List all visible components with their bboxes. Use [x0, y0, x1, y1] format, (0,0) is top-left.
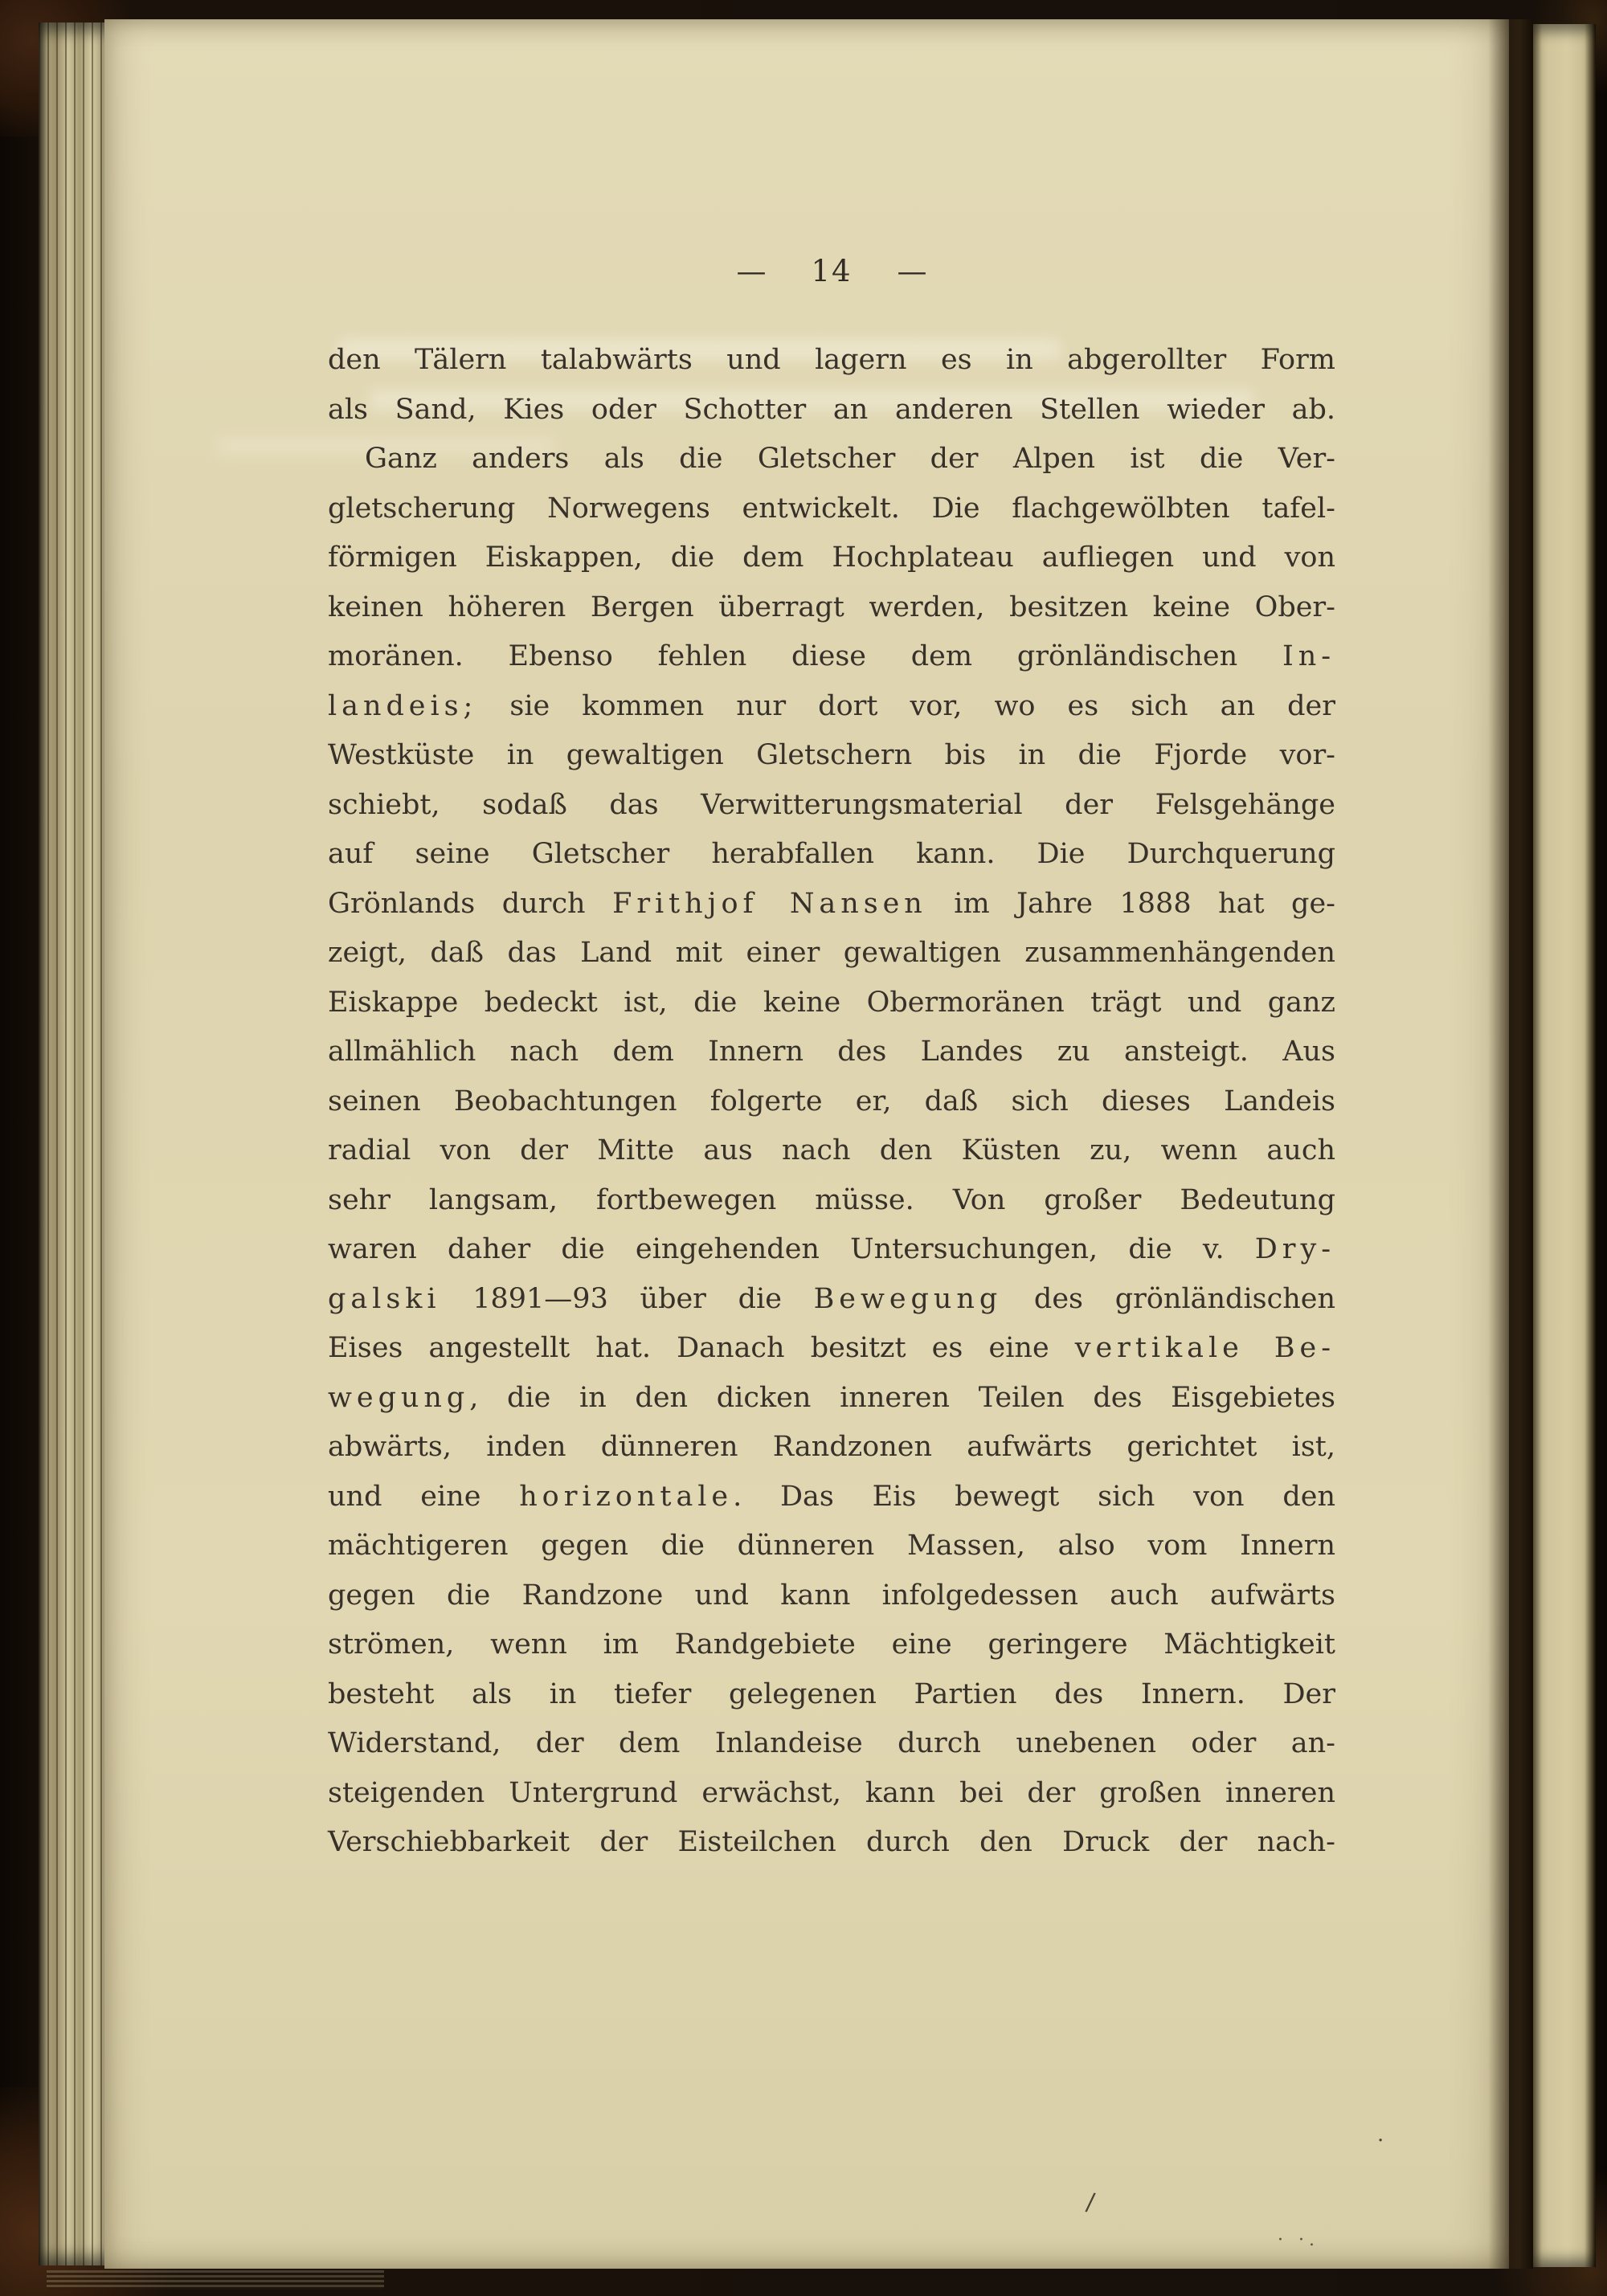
emphasized-text: In-: [1282, 640, 1335, 672]
text-line: [328, 830, 1335, 880]
text-line: [328, 1126, 1335, 1176]
text-line: [328, 583, 1335, 633]
text-segment: Westküste in gewaltigen Gletschern bis in die Fjorde vor-: [328, 739, 1335, 771]
text-line: [328, 1374, 1335, 1424]
text-segment: Eiskappe bedeckt ist, die keine Obermoränen trägt und ganz: [328, 986, 1335, 1019]
text-segment: 1891—93 über die: [440, 1282, 814, 1315]
text-segment: Grönlands durch: [328, 887, 613, 920]
text-segment: moränen. Ebenso fehlen diese dem grönländischen: [328, 640, 1282, 672]
text-segment: und eine: [328, 1480, 520, 1513]
text-line: [328, 1225, 1335, 1275]
text-segment: Verschiebbarkeit der Eisteilchen durch den Druck der nach-: [328, 1826, 1335, 1858]
text-segment: radial von der Mitte aus nach den Küsten zu, wenn auch: [328, 1134, 1335, 1166]
text-segment: als Sand, Kies oder Schotter an anderen Stellen wieder ab.: [328, 393, 1335, 426]
text-line: [328, 1769, 1335, 1819]
emphasized-text: vertikale Be-: [1074, 1332, 1335, 1364]
text-line: [328, 781, 1335, 831]
text-segment: schiebt, sodaß das Verwitterungsmaterial der Felsgehänge: [328, 788, 1335, 821]
text-line: [328, 1324, 1335, 1374]
text-line: [328, 336, 1335, 386]
page-edges-left: [39, 22, 109, 2265]
page-number: 14: [811, 254, 853, 288]
text-segment: steigenden Untergrund erwächst, kann bei der großen inneren: [328, 1776, 1335, 1809]
text-line: [328, 386, 1335, 435]
header-dash-left: —: [736, 254, 767, 288]
text-segment: . Das Eis bewegt sich von den: [733, 1480, 1335, 1513]
text-segment: besteht als in tiefer gelegenen Partien des Innern. Der: [328, 1677, 1335, 1710]
text-line: [328, 731, 1335, 781]
text-segment: abwärts, inden dünneren Randzonen aufwärts gerichtet ist,: [328, 1431, 1335, 1463]
text-line: [328, 1620, 1335, 1670]
page-header: [328, 254, 1335, 289]
text-segment: , die in den dicken inneren Teilen des Eisgebietes: [469, 1381, 1335, 1414]
text-segment: förmigen Eiskappen, die dem Hochplateau aufliegen und von: [328, 541, 1335, 574]
text-segment: sie kommen nur dort vor, wo es sich an der: [477, 689, 1335, 722]
text-line: [328, 1818, 1335, 1868]
emphasized-text: wegung: [328, 1381, 470, 1414]
text-segment: auf seine Gletscher herabfallen kann. Die Durchquerung: [328, 838, 1335, 870]
scan-artifact-dot: ·: [1377, 2129, 1384, 2153]
text-segment: mächtigeren gegen die dünneren Massen, also vom Innern: [328, 1530, 1335, 1562]
text-segment: im Jahre 1888 hat ge-: [926, 887, 1335, 920]
text-segment: zeigt, daß das Land mit einer gewaltigen zusammenhängenden: [328, 937, 1335, 969]
emphasized-text: Frithjof Nansen: [612, 887, 927, 920]
text-segment: gegen die Randzone und kann infolgedessen auch aufwärts: [328, 1579, 1335, 1612]
gutter-shadow: [1488, 19, 1533, 2269]
text-line: [328, 1077, 1335, 1127]
text-segment: seinen Beobachtungen folgerte er, daß sich dieses Landeis: [328, 1085, 1335, 1117]
text-segment: den Tälern talabwärts und lagern es in abgerollter Form: [328, 344, 1335, 376]
emphasized-text: landeis;: [328, 689, 478, 722]
text-line: [328, 632, 1335, 682]
text-segment: keinen höheren Bergen überragt werden, besitzen keine Ober-: [328, 590, 1335, 623]
text-segment: sehr langsam, fortbewegen müsse. Von großer Bedeutung: [328, 1183, 1335, 1216]
emphasized-text: horizontale: [519, 1480, 734, 1513]
text-line: [328, 1423, 1335, 1473]
text-segment: Widerstand, der dem Inlandeise durch unebenen oder an-: [328, 1727, 1335, 1759]
text-line: [328, 978, 1335, 1028]
text-line: [328, 1027, 1335, 1077]
header-dash-right: —: [897, 254, 927, 288]
text-segment: Ganz anders als die Gletscher der Alpen ist die Ver-: [365, 443, 1335, 475]
text-segment: Eises angestellt hat. Danach besitzt es eine: [328, 1332, 1075, 1364]
text-line: [328, 1719, 1335, 1769]
text-line: [328, 929, 1335, 978]
emphasized-text: Bewegung: [813, 1282, 1003, 1315]
text-line: [328, 1176, 1335, 1226]
scan-artifact-dots: · ·.: [1278, 2230, 1319, 2250]
page-text: [328, 336, 1335, 1868]
text-line: [328, 1473, 1335, 1522]
text-line: [328, 880, 1335, 929]
book-page: [104, 19, 1509, 2269]
text-line: [328, 533, 1335, 583]
page-edges-bottom: [47, 2270, 384, 2290]
text-line: [328, 682, 1335, 732]
text-line: [328, 1275, 1335, 1325]
scan-artifact-slash: /: [1084, 2188, 1097, 2217]
next-page-edge: [1533, 24, 1596, 2267]
page-content: [328, 254, 1335, 1868]
text-segment: des grönländischen: [1002, 1282, 1336, 1315]
emphasized-text: galski: [328, 1282, 441, 1315]
text-segment: gletscherung Norwegens entwickelt. Die flachgewölbten tafel-: [328, 492, 1335, 525]
text-segment: waren daher die eingehenden Untersuchungen, die v.: [328, 1233, 1255, 1265]
text-line: [328, 435, 1335, 484]
text-line: [328, 1670, 1335, 1720]
text-segment: strömen, wenn im Randgebiete eine geringere Mächtigkeit: [328, 1628, 1335, 1661]
text-segment: allmählich nach dem Innern des Landes zu ansteigt. Aus: [328, 1036, 1335, 1068]
text-line: [328, 484, 1335, 534]
emphasized-text: Dry-: [1254, 1233, 1335, 1265]
text-line: [328, 1522, 1335, 1571]
text-line: [328, 1571, 1335, 1621]
